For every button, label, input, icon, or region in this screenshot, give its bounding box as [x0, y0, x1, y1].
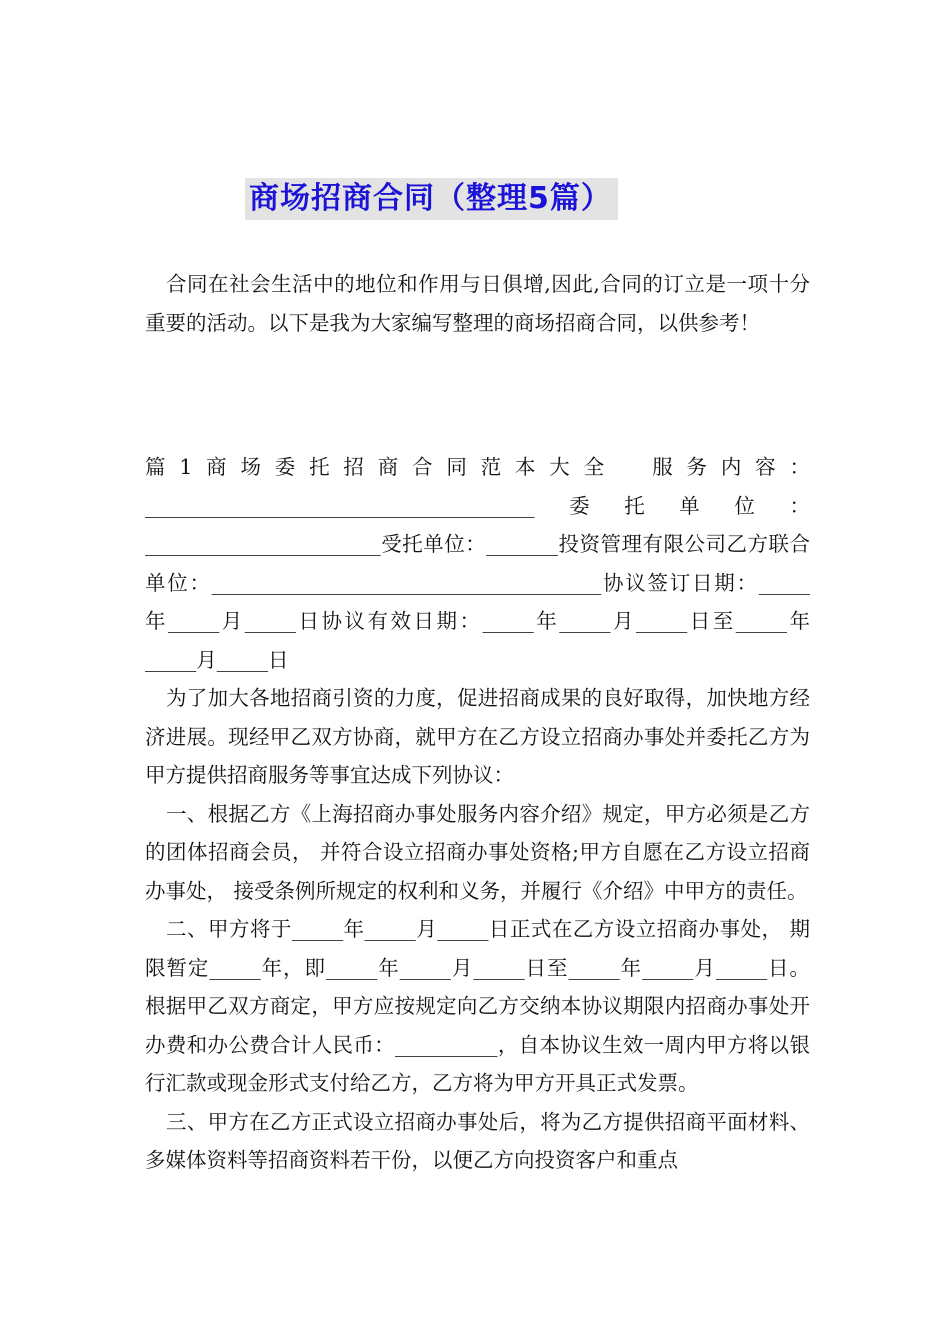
intro-section [145, 265, 810, 342]
clause-1-paragraph: 一、根据乙方《上海招商办事处服务内容介绍》规定，甲方必须是乙方的团体招商会员， 并符合设立招商办事处资格;甲方自愿在乙方设立招商办事处， 接受条例所规定的权利和义务，并履行《介绍》中甲方的责任。 [145, 801, 810, 903]
contract-header-paragraph: 篇1商场委托招商合同范本大全 服务内容：______________________________________委托单位：_______________________受托单位：_______投资管理有限公司乙方联合单位：______________________________________协议签订日期：_____年_____月_____日协议有效日期：_____年_____月_____日至_____年_____月_____日 [145, 455, 810, 672]
document-title: 商场招商合同（整理5篇） [245, 178, 618, 220]
clause-2-paragraph: 二、甲方将于_____年_____月_____日正式在乙方设立招商办事处， 期限暂定_____年，即_____年_____月_____日至_____年_____月_____日。根据甲乙双方商定，甲方应按规定向乙方交纳本协议期限内招商办事处开办费和办公费合计人民币：__________，自本协议生效一周内甲方将以银行汇款或现金形式支付给乙方，乙方将为甲方开具正式发票。 [145, 917, 810, 1095]
contract-body [145, 448, 810, 1180]
contract-preamble-paragraph: 为了加大各地招商引资的力度，促进招商成果的良好取得，加快地方经济进展。现经甲乙双方协商，就甲方在乙方设立招商办事处并委托乙方为甲方提供招商服务等事宜达成下列协议： [145, 686, 810, 787]
clause-3-paragraph: 三、甲方在乙方正式设立招商办事处后，将为乙方提供招商平面材料、多媒体资料等招商资料若干份，以便乙方向投资客户和重点 [145, 1109, 810, 1172]
intro-paragraph: 合同在社会生活中的地位和作用与日俱增,因此,合同的订立是一项十分重要的活动。以下是我为大家编写整理的商场招商合同，以供参考！ [145, 272, 810, 335]
